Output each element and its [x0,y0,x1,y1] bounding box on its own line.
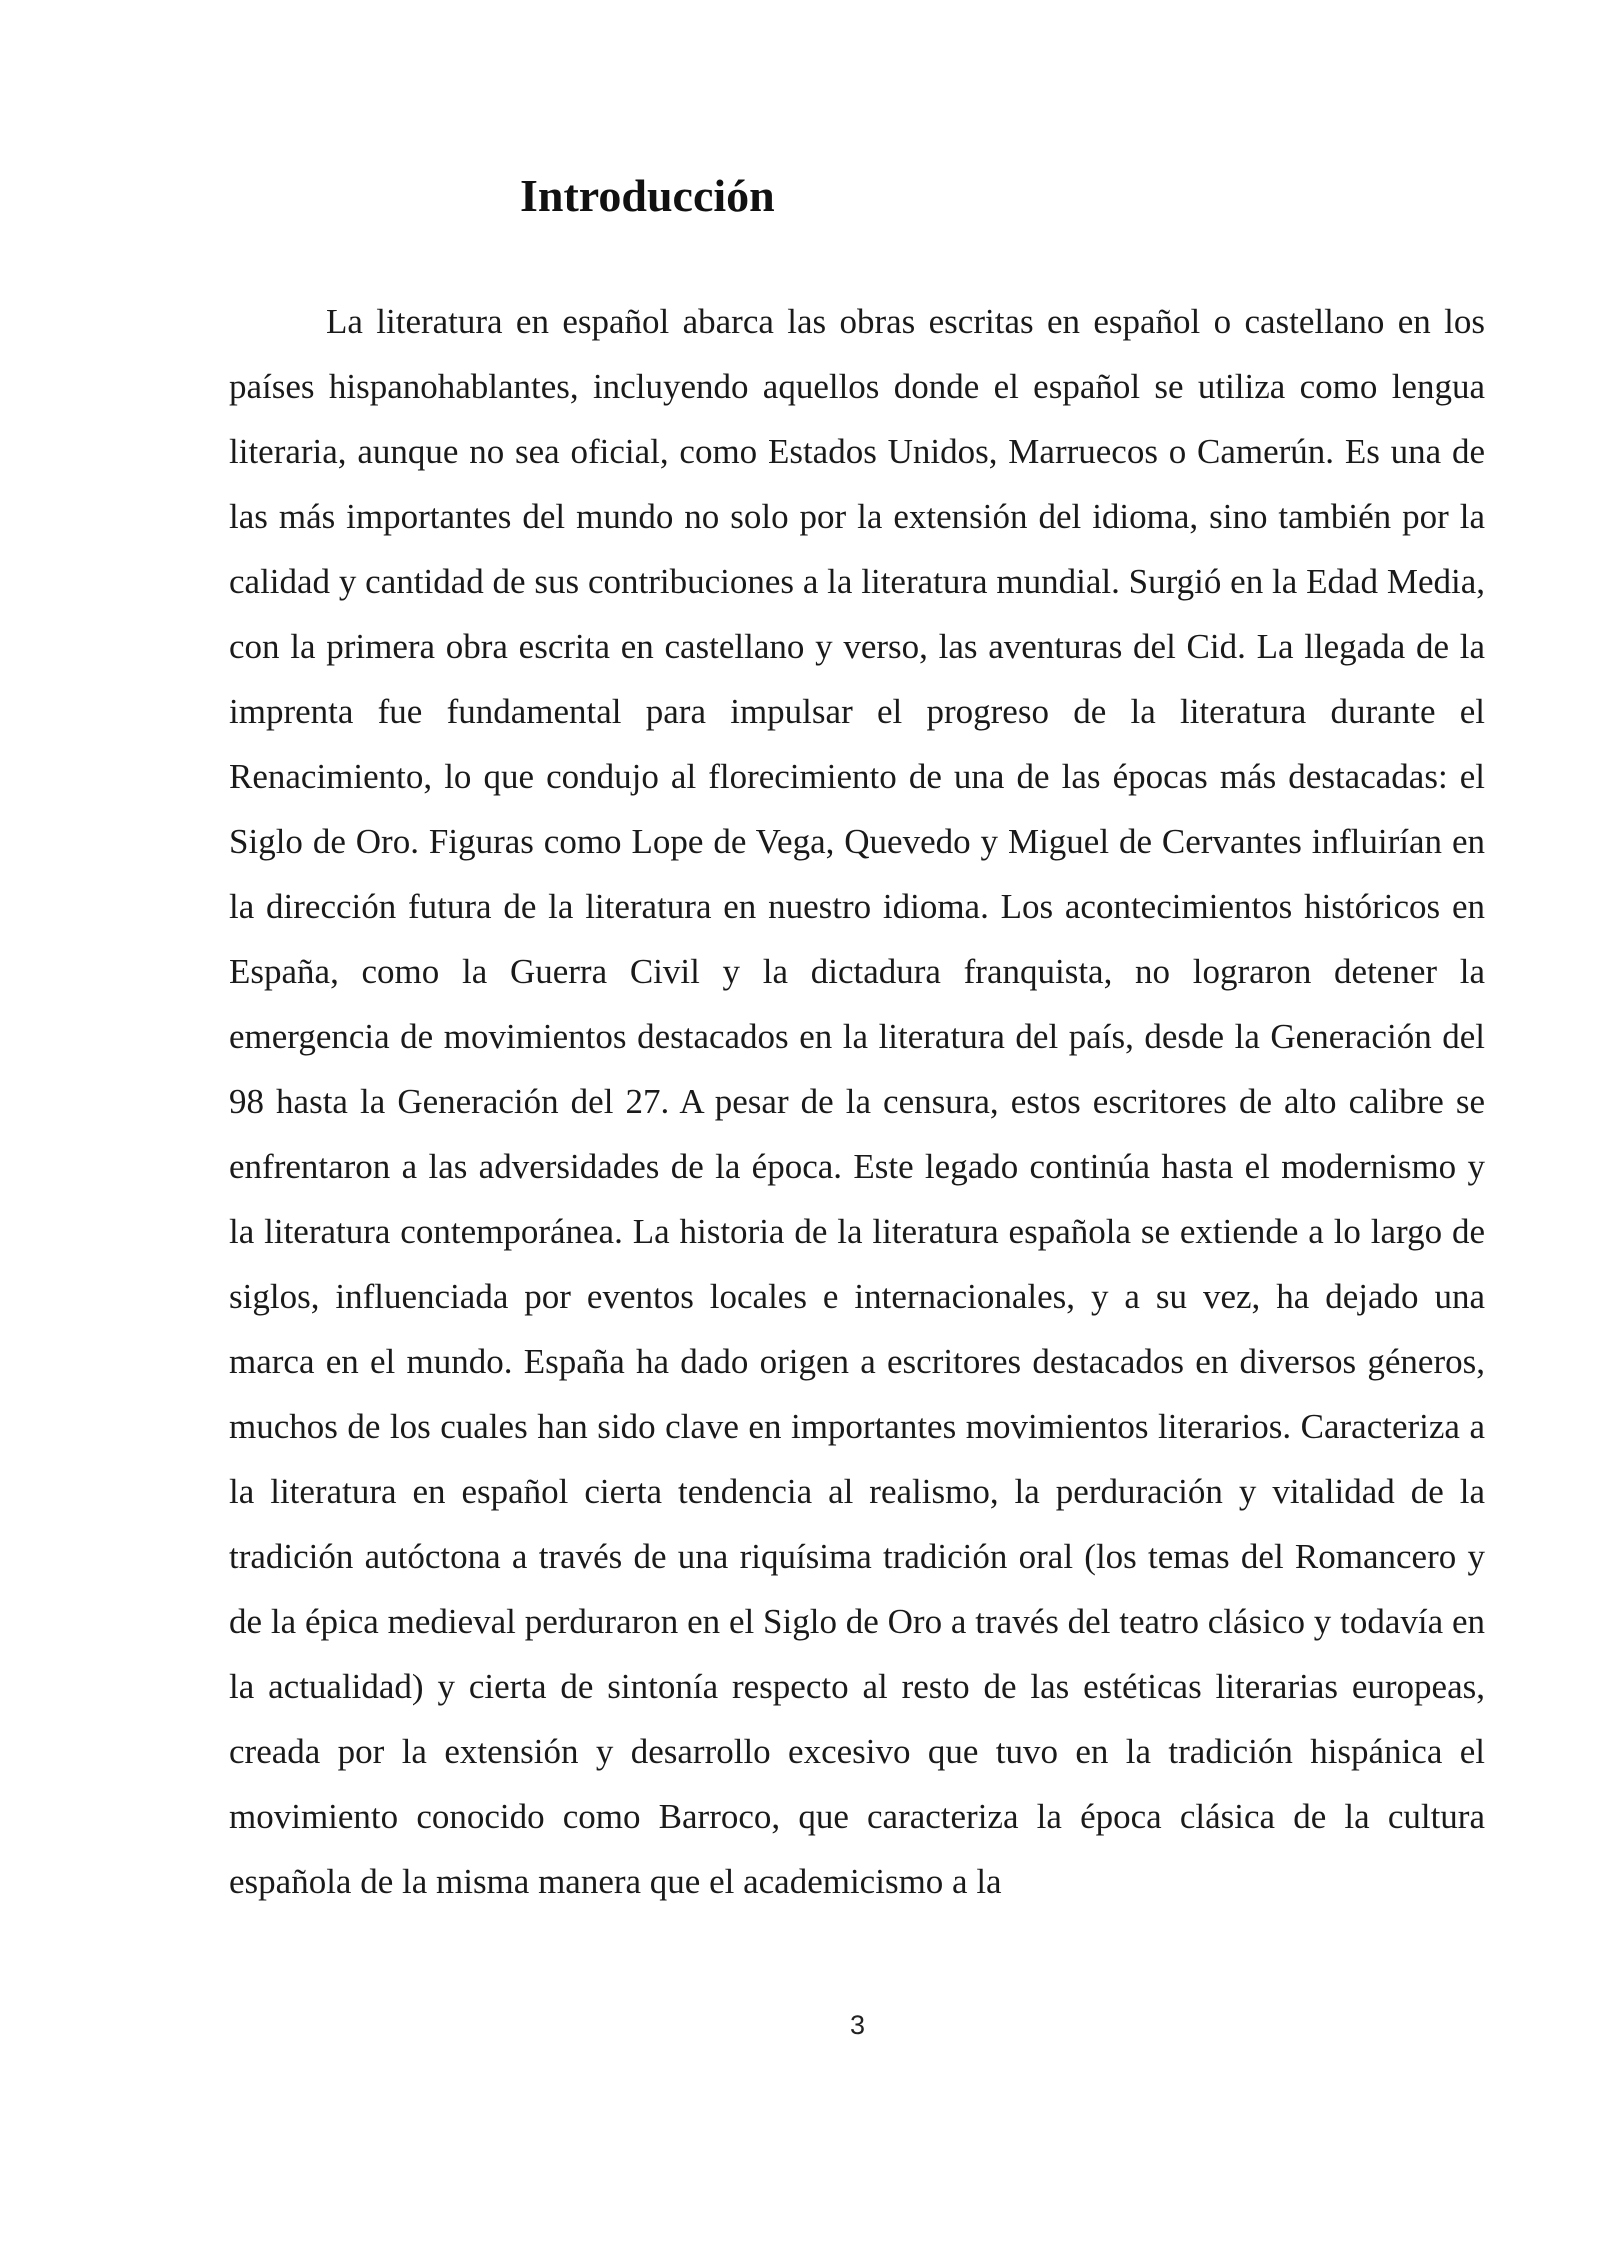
body-paragraph: La literatura en español abarca las obras escritas en español o castellano en los países hispanohablantes, incluyendo aquellos donde el español se utiliza como lengua literaria, aunque no sea oficial, como Estados Unidos, Marruecos o Camerún. Es una de las más importantes del mundo no solo por la extensión del idioma, sino también por la calidad y cantidad de sus contribuciones a la literatura mundial. Surgió en la Edad Media, con la primera obra escrita en castellano y verso, las aventuras del Cid. La llegada de la imprenta fue fundamental para impulsar el progreso de la literatura durante el Renacimiento, lo que condujo al florecimiento de una de las épocas más destacadas: el Siglo de Oro. Figuras como Lope de Vega, Quevedo y Miguel de Cervantes influirían en la dirección futura de la literatura en nuestro idioma. Los acontecimientos históricos en España, como la Guerra Civil y la dictadura franquista, no lograron detener la emergencia de movimientos destacados en la literatura del país, desde la Generación del 98 hasta la Generación del 27. A pesar de la censura, estos escritores de alto calibre se enfrentaron a las adversidades de la época. Este legado continúa hasta el modernismo y la literatura contemporánea. La historia de la literatura española se extiende a lo largo de siglos, influenciada por eventos locales e internacionales, y a su vez, ha dejado una marca en el mundo. España ha dado origen a escritores destacados en diversos géneros, muchos de los cuales han sido clave en importantes movimientos literarios. Caracteriza a la literatura en español cierta tendencia al realismo, la perduración y vitalidad de la tradición autóctona a través de una riquísima tradición oral (los temas del Romancero y de la épica medieval perduraron en el Siglo de Oro a través del teatro clásico y todavía en la actualidad) y cierta de sintonía respecto al resto de las estéticas literarias europeas, creada por la extensión y desarrollo excesivo que tuvo en la tradición hispánica el movimiento conocido como Barroco, que caracteriza la época clásica de la cultura española de la misma manera que el academicismo a la [229,302,1485,1901]
page-number: 3 [849,2010,866,2040]
page-title: Introducción [520,170,775,221]
